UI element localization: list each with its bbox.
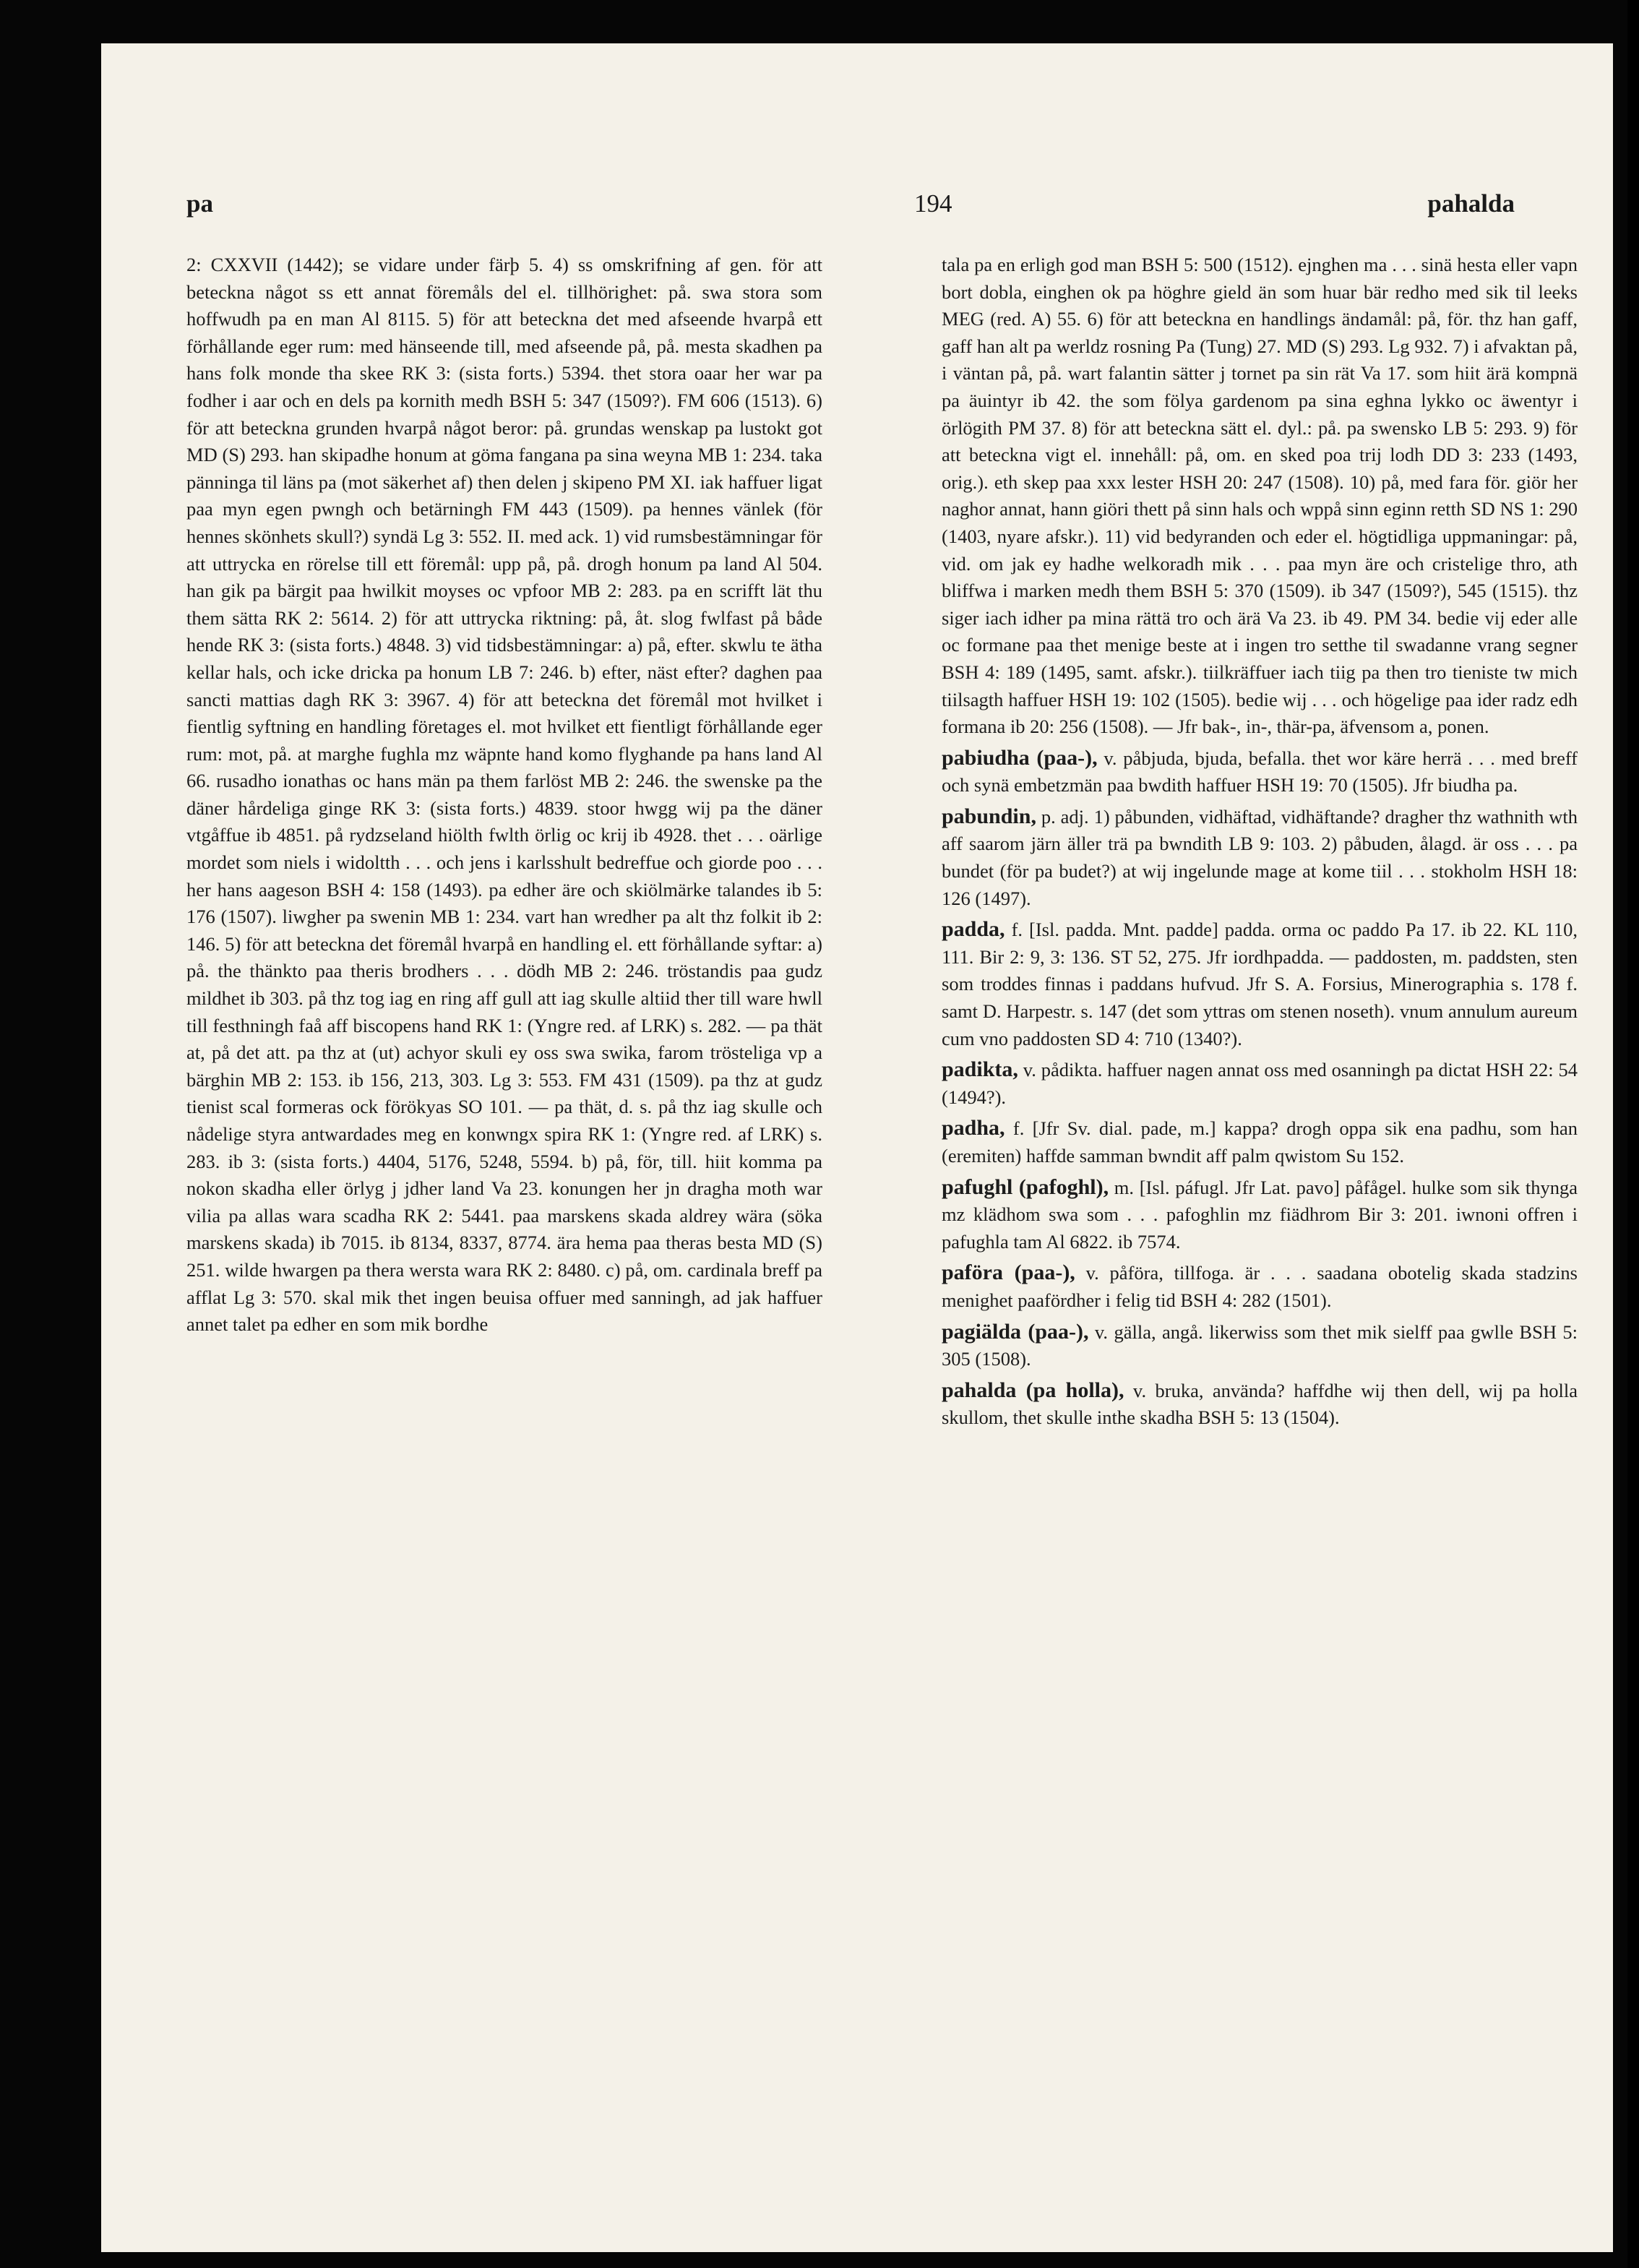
entry-body: v. bruka, använda? haffdhe wij then dell, wij pa holla skullom, thet skulle inthe skadha BSH 5: 13 (1504). bbox=[942, 1379, 1578, 1429]
entry-lemma: padikta, bbox=[942, 1057, 1018, 1082]
entry-lemma: pabundin, bbox=[942, 804, 1036, 828]
entry-lemma: pahalda (pa holla), bbox=[942, 1378, 1124, 1402]
entry-body: v. pådikta. haffuer nagen annat oss med osanningh pa dictat HSH 22: 54 (1494?). bbox=[942, 1059, 1578, 1108]
dictionary-entry bbox=[942, 803, 1578, 912]
dictionary-entry bbox=[942, 1259, 1578, 1314]
entry-lemma: pabiudha (paa-), bbox=[942, 745, 1098, 770]
entry-body: f. [Isl. padda. Mnt. padde] padda. orma oc paddo Pa 17. ib 22. KL 110, 111. Bir 2: 9, 3: 136. ST 52, 275. Jfr iordhpadda. — paddosten, m. paddsten, sten som troddes finnas i paddans hufvud. Jfr S. A. Forsius, Minerographia s. 178 f. samt D. Harpestr. s. 147 (det som yttras om stenen noseth). vnum annulum aureum cum vno paddosten SD 4: 710 (1340?). bbox=[942, 919, 1578, 1049]
entry-body: v. påbjuda, bjuda, befalla. thet wor käre herrä . . . med breff och synä embetzmän paa bwdith haffuer HSH 19: 70 (1505). Jfr biudha pa. bbox=[942, 747, 1578, 796]
dictionary-entry bbox=[942, 744, 1578, 799]
dictionary-entry bbox=[942, 1377, 1578, 1432]
dictionary-entry bbox=[942, 1174, 1578, 1256]
left-column bbox=[186, 252, 822, 1339]
running-head-right: pahalda bbox=[1427, 189, 1515, 218]
entry-body: v. gälla, angå. likerwiss som thet mik sielff paa gwlle BSH 5: 305 (1508). bbox=[942, 1320, 1578, 1370]
left-column-text: 2: CXXVII (1442); se vidare under färþ 5. 4) ss omskrifning af gen. för att beteckna något ss ett annat föremåls del el. tillhörighet: på. swa stora som hoffwudh pa en man Al 8115. 5) för att beteckna det med afseende hvarpå ett förhållande eger rum: med hänseende till, med afseende på, på. mesta skadhen pa hans folk monde tha skee RK 3: (sista forts.) 5394. thet stora oaar her war pa fodher i aar och en dels pa kornith medh BSH 5: 347 (1509?). FM 606 (1513). 6) för att beteckna grunden hvarpå något beror: på. grundas wenskap pa lustokt got MD (S) 293. han skipadhe honum at göma fangana pa sina weyna MB 1: 234. taka pänninga til läns pa (mot säkerhet af) then delen j skipeno PM XI. iak haffuer ligat paa myn egen pwngh och betärningh FM 443 (1509). pa hennes vänlek (för hennes skönhets skull?) syndä Lg 3: 552. II. med ack. 1) vid rumsbestämningar för att uttrycka en rörelse till ett föremål: upp på, på. drogh honum pa land Al 504. han gik pa bärgit paa hwilkit moyses oc vpfoor MB 2: 283. pa en scrifft lät thu them sätta RK 2: 5614. 2) för att uttrycka riktning: på, åt. slog fwlfast på både hende RK 3: (sista forts.) 4848. 3) vid tidsbestämningar: a) på, efter. skwlu te ätha kellar hals, och icke dricka pa honum LB 7: 246. b) efter, näst efter? daghen paa sancti mattias dagh RK 3: 3967. 4) för att beteckna det föremål mot hvilket i fientlig syftning en handling företages el. mot hvilket ett fientligt förhållande eger rum: mot, på. at marghe fughla mz wäpnte hand komo flyghande pa hans land Al 66. rusadho ionathas oc hans män pa them farlöst MB 2: 246. the swenske pa the däner hårdeliga ginge RK 3: (sista forts.) 4839. stoor hwgg wij pa the däner vtgåffue ib 4851. på rydzseland hiölth fwlth örlig oc krij ib 4928. thet . . . oärlige mordet som niels i widoltth . . . och jens i karlsshult bedreffue och giorde poo . . . her hans aageson BSH 4: 158 (1493). pa edher äre och skiölmärke talandes ib 5: 176 (1507). liwgher pa swenin MB 1: 234. vart han wredher pa alt thz folkit ib 2: 146. 5) för att beteckna det föremål hvarpå en handling el. ett förhållande syftar: a) på. the thänkto paa theris brodhers . . . dödh MB 2: 246. tröstandis paa gudz mildhet ib 303. på thz tog iag en ring aff gull att iag skulle altiid ther till ware hwll till festhningh faå aff biscopens hand RK 1: (Yngre red. af LRK) s. 282. — pa thät at, på det att. pa thz at (ut) achyor skuli ey oss swa swika, farom trösteliga vp a bärghin MB 2: 153. ib 156, 213, 303. Lg 3: 553. FM 431 (1509). pa thz at gudz tienist scal formeras ock förökyas SO 101. — pa thät, d. s. på thz iag skulle och nådelige styra antwardades meg en konwngx spira RK 1: (Yngre red. af LRK) s. 283. ib 3: (sista forts.) 4404, 5176, 5248, 5594. b) på, för, till. hiit komma pa nokon skadha eller örlyg j jdher land Va 23. konungen her jn dragha moth war vilia pa allas wara scadha RK 2: 5441. paa marskens skada aldrey wära (söka marskens skada) ib 7015. ib 8134, 8337, 8774. ära hema paa theras besta MD (S) 251. wilde hwargen pa thera wersta wara RK 2: 8480. c) på, om. cardinala breff pa afflat Lg 3: 570. skal mik thet ingen beuisa offuer med sanningh, ad jak haffuer annet talet pa edher en som mik bordhe bbox=[186, 254, 822, 1336]
entry-body: v. påföra, tillfoga. är . . . saadana obotelig skada stadzins menighet paafördher i felig tid BSH 4: 282 (1501). bbox=[942, 1262, 1578, 1311]
running-head-left: pa bbox=[186, 189, 213, 218]
dictionary-entry bbox=[942, 1318, 1578, 1373]
entry-lemma: padha, bbox=[942, 1116, 1005, 1141]
entry-lemma: pagiälda (paa-), bbox=[942, 1319, 1089, 1344]
dictionary-entry bbox=[942, 1056, 1578, 1111]
dictionary-entry bbox=[942, 916, 1578, 1052]
entry-lemma: padda, bbox=[942, 917, 1005, 942]
right-column-intro: tala pa en erligh god man BSH 5: 500 (1512). ejnghen ma . . . sinä hesta eller vapn bort dobla, einghen ok pa höghre gield än som huar bär redho med sik til leeks MEG (red. A) 55. 6) för att beteckna en handlings ändamål: på, för. thz han gaff, gaff han alt pa werldz rosning Pa (Tung) 27. MD (S) 293. Lg 932. 7) i afvaktan på, i väntan på, på. wart falantin sätter j tornet pa sin rät Va 17. som hiit ärä kompnä pa äuintyr ib 42. the som fölya gardenom pa sina eghna lykko oc äwentyr i örlögith PM 37. 8) för att beteckna sätt el. dyl.: på. pa swensko LB 5: 293. 9) för att beteckna vigt el. innehåll: på, om. en sked poa trij lodh DD 3: 233 (1493, orig.). eth skep paa xxx lester HSH 20: 247 (1508). 10) på, med fara för. giör her naghor annat, hann giöri thett på sinn hals och wppå sinn eginn retth SD NS 1: 290 (1403, nyare afskr.). 11) vid bedyranden och eder el. högtidliga uppmaningar: på, vid. om jak ey hadhe welkoradh mik . . . paa myn äre och cristelige thro, ath bliffwa i marken medh them BSH 5: 370 (1509). ib 347 (1509?), 545 (1515). thz siger iach idher pa mina rättä tro och ärä Va 23. ib 49. PM 34. bedie vij eder alle oc formane paa thet menige beste at i ingen tro setthe til swadanne vrang segner BSH 4: 189 (1495, samt. afskr.). tiilkräffuer iach tiig pa then tro tieniste tw mich tiilsagth haffuer HSH 19: 102 (1505). bedie wij . . . och högelige paa ider radz edh formana ib 20: 256 (1508). — Jfr bak-, in-, thär-pa, äfvensom a, ponen. bbox=[942, 254, 1578, 738]
right-column bbox=[942, 252, 1578, 1432]
entry-body: p. adj. 1) påbunden, vidhäftad, vidhäftande? dragher thz wathnith wth aff saarom järn äller trä pa bwndith LB 9: 103. 2) påbuden, ålagd. är oss . . . pa bundet (för pa budet?) at wij ingelunde mage at kome tiil . . . stokholm HSH 18: 126 (1497). bbox=[942, 805, 1578, 909]
entry-lemma: pafughl (pafoghl), bbox=[942, 1174, 1109, 1199]
page-number: 194 bbox=[914, 189, 952, 218]
scan-edge bbox=[1627, 0, 1639, 2268]
entry-lemma: paföra (paa-), bbox=[942, 1260, 1075, 1285]
entry-body: m. [Isl. páfugl. Jfr Lat. pavo] påfågel. hulke som sik thynga mz klädhom swa som . . . pafoghlin mz fiädhrom Bir 3: 201. iwnoni offren i pafughla tam Al 6822. ib 7574. bbox=[942, 1176, 1578, 1253]
dictionary-entry bbox=[942, 1114, 1578, 1169]
entry-body: f. [Jfr Sv. dial. pade, m.] kappa? drogh oppa sik ena padhu, som han (eremiten) haffde samman bwndit aff palm qwistom Su 152. bbox=[942, 1117, 1578, 1167]
